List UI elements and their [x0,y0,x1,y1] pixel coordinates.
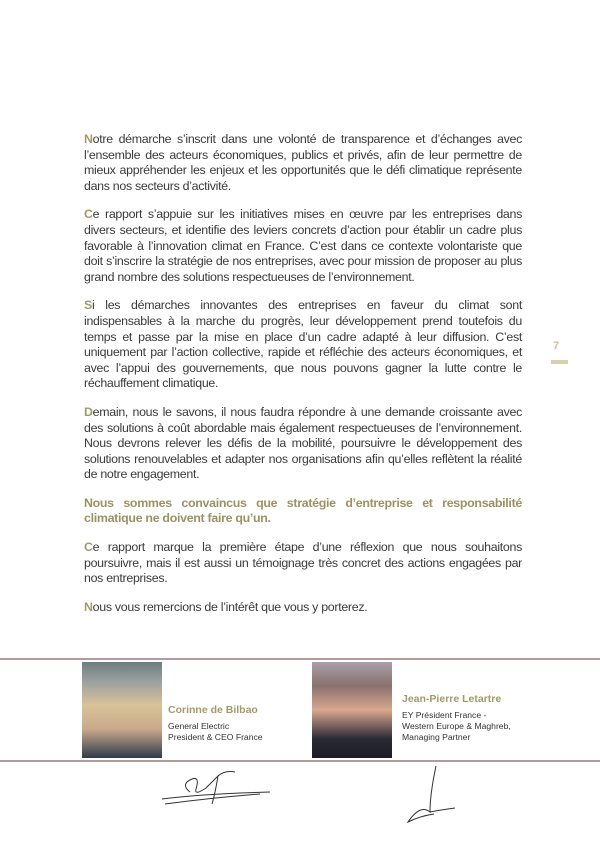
paragraph-text: i les démarches innovantes des entreprises en faveur du climat sont indispensables à la marche du progrès, leur développement prend toutefois du temps et passe par la mise en place d’un cadre adapté à leur diffusion. C’est uniquement par l’action collective, rapide et réfléchie des acteurs économiques, et avec l’appui des gouvernements, que nous pouvons gagner la lutte contre le réchauffement climatique. [84,298,522,391]
paragraph-2 [84,207,522,285]
signatory-role [168,721,263,743]
drop-letter: C [84,540,93,555]
drop-letter: S [84,298,92,313]
drop-letter: N [84,599,93,614]
paragraph-text: otre démarche s’inscrit dans une volonté de transparence et d’échanges avec l’ensemble des acteurs économiques, publics et privés, afin de leur permettre de mieux appréhender les enjeux et les opportunités que le défi climatique représente dans nos secteurs d’activité. [84,132,522,193]
paragraph-4 [84,405,522,483]
signature-jean-pierre-letartre [400,764,460,824]
signature-corinne-de-bilbao [160,764,280,814]
paragraph-text: ous vous remercions de l’intérêt que vous y porterez. [92,599,368,614]
drop-letter: N [84,132,93,146]
portrait-corinne-de-bilbao [82,662,162,758]
page-number-bar [551,360,568,364]
paragraph-7 [84,600,522,616]
signatory-name: Jean-Pierre Letartre [402,693,502,705]
drop-letter: C [84,207,93,222]
role-line: General Electric [168,721,230,731]
paragraph-text: e rapport s’appuie sur les initiatives mises en œuvre par les entreprises dans divers secteurs, et identifie des leviers concrets d’action pour établir un cadre plus favorable à l’innovation climat en France. C’est dans ce contexte volontariste que doit s’inscrire la stratégie de nos entreprises, avec pour mission de proposer au plus grand nombre des solutions respectueuses de l’environnement. [84,207,522,284]
role-line: Managing Partner [402,732,471,742]
signatory-role [402,710,511,743]
page-number: 7 [553,340,560,352]
paragraph-text: e rapport marque la première étape d’une réflexion que nous souhaitons poursuivre, mais il est aussi un témoignage très concret des actions engagées par nos entreprises. [84,540,522,586]
highlight-statement: Nous sommes convaincus que stratégie d’entreprise et responsabilité climatique ne doivent faire qu’un. [84,495,522,526]
bottom-divider [0,760,600,762]
signatory-name: Corinne de Bilbao [168,704,258,716]
drop-letter: D [84,404,93,419]
paragraph-1 [84,132,522,194]
letter-body [84,132,522,628]
paragraph-6 [84,540,522,587]
top-divider [0,658,600,660]
role-line: Western Europe & Maghreb, [402,721,511,731]
role-line: President & CEO France [168,732,263,742]
portrait-jean-pierre-letartre [312,662,392,758]
paragraph-text: emain, nous le savons, il nous faudra répondre à une demande croissante avec des solutions à coût abordable mais également respectueuses de l’environnement. Nous devrons relever les défis de la mobilité, poursuivre le développement des solutions renouvelables et adapter nos organisations afin qu’elles reflètent la réalité de notre engagement. [84,404,522,482]
role-line: EY Président France - [402,710,487,720]
paragraph-3 [84,298,522,392]
